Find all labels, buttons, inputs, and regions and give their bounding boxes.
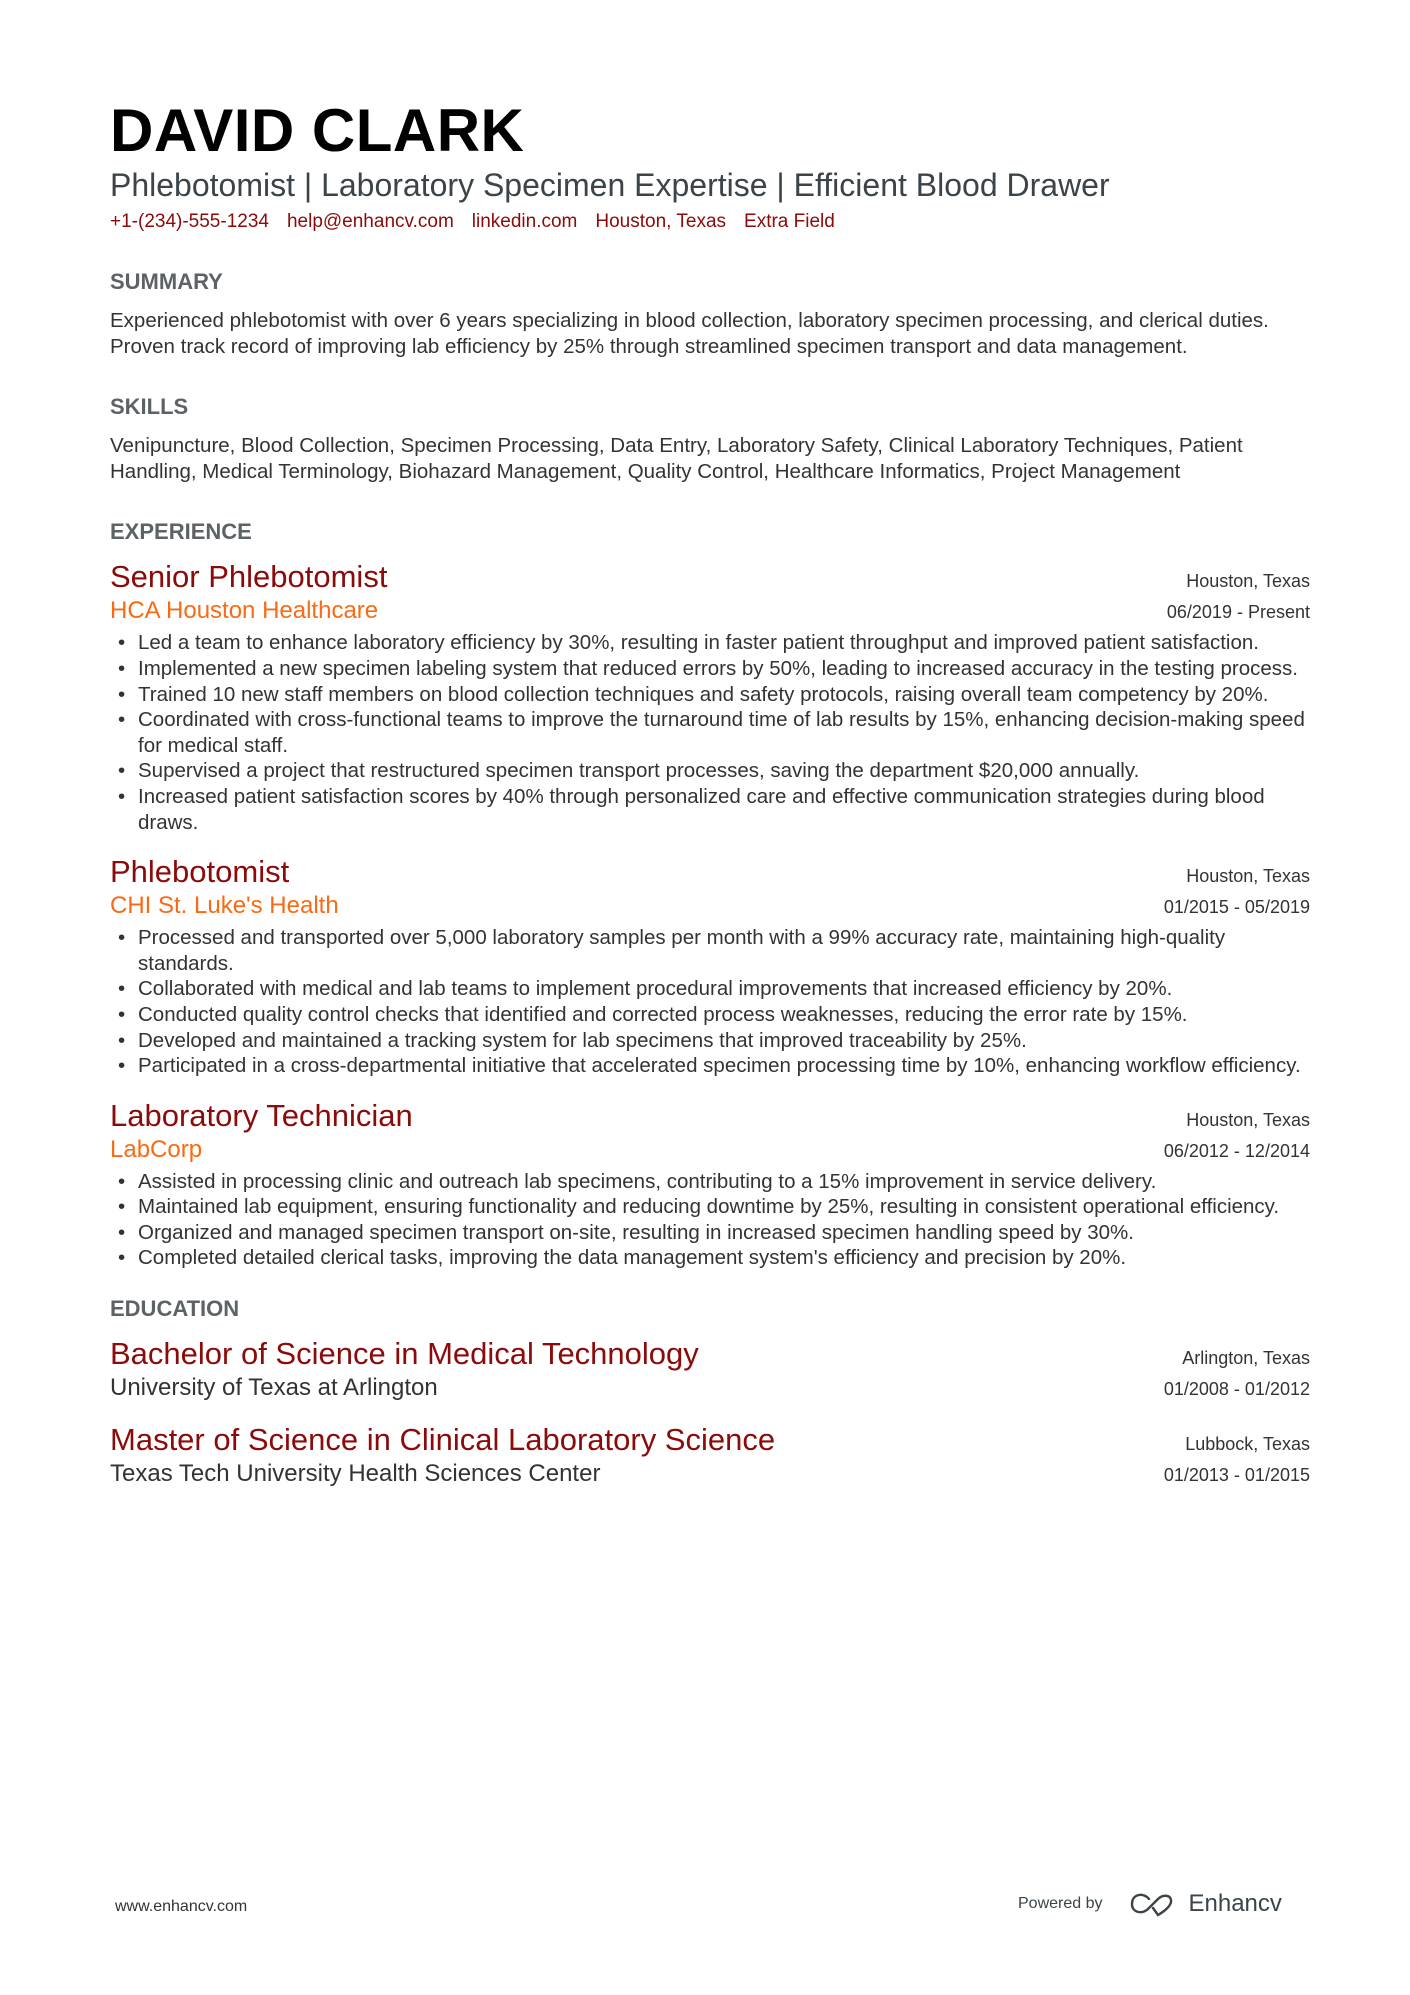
section-title: SKILLS xyxy=(110,394,189,420)
job-entry xyxy=(110,1097,1310,1271)
enhancv-logo-icon xyxy=(1129,1891,1175,1917)
section-title: EXPERIENCE xyxy=(110,519,252,545)
enhancv-logo xyxy=(1129,1890,1282,1918)
candidate-name: DAVID CLARK xyxy=(110,97,525,164)
edu-location: Arlington, Texas xyxy=(1182,1348,1310,1369)
company-name: LabCorp xyxy=(110,1135,203,1163)
resume xyxy=(110,98,1310,1507)
company-name: CHI St. Luke's Health xyxy=(110,892,339,920)
job-title: Phlebotomist xyxy=(110,854,290,890)
brand-name: Enhancv xyxy=(1188,1890,1282,1917)
summary-section xyxy=(110,268,1310,359)
location: Houston, Texas xyxy=(595,211,727,232)
extra-field: Extra Field xyxy=(744,211,835,232)
education-section xyxy=(110,1295,1310,1489)
bullet-item: • Assisted in processing clinic and outreach lab specimens, contributing to a 15% improvement in service delivery. xyxy=(110,1169,1310,1195)
bullet-list xyxy=(110,1169,1310,1271)
section-title: EDUCATION xyxy=(110,1296,240,1322)
bullet-item: • Developed and maintained a tracking system for lab specimens that improved traceability by 25%. xyxy=(110,1028,1310,1054)
education-entry xyxy=(110,1421,1310,1489)
institution: University of Texas at Arlington xyxy=(110,1374,438,1402)
summary-text: Experienced phlebotomist with over 6 years specializing in blood collection, laboratory specimen processing, and clerical duties. Proven track record of improving lab efficiency by 25% through streamlined specimen transport and data management. xyxy=(110,309,1269,358)
bullet-item: • Maintained lab equipment, ensuring functionality and reducing downtime by 25%, resulting in consistent operational efficiency. xyxy=(110,1194,1310,1220)
education-entry xyxy=(110,1335,1310,1403)
job-title: Laboratory Technician xyxy=(110,1097,413,1133)
bullet-item: • Collaborated with medical and lab teams to implement procedural improvements that increased efficiency by 20%. xyxy=(110,976,1310,1002)
bullet-item: • Coordinated with cross-functional teams to improve the turnaround time of lab results by 15%, enhancing decision-making speed for medical staff. xyxy=(110,707,1310,758)
edu-location: Lubbock, Texas xyxy=(1185,1434,1310,1455)
bullet-item: • Participated in a cross-departmental initiative that accelerated specimen processing time by 10%, enhancing workflow efficiency. xyxy=(110,1053,1310,1079)
bullet-list xyxy=(110,630,1310,835)
powered-by xyxy=(1018,1890,1282,1918)
bullet-item: • Organized and managed specimen transport on-site, resulting in increased specimen handling speed by 30%. xyxy=(110,1220,1310,1246)
skills-text: Venipuncture, Blood Collection, Specimen Processing, Data Entry, Laboratory Safety, Clinical Laboratory Techniques, Patient Handling, Medical Terminology, Biohazard Management, Quality Control, Healthcare Informatics, Project Management xyxy=(110,434,1243,483)
bullet-item: • Supervised a project that restructured specimen transport processes, saving the department $20,000 annually. xyxy=(110,758,1310,784)
email-link[interactable]: help@enhancv.com xyxy=(286,211,454,232)
bullet-item: • Conducted quality control checks that identified and corrected process weaknesses, reducing the error rate by 15%. xyxy=(110,1002,1310,1028)
bullet-item: • Processed and transported over 5,000 laboratory samples per month with a 99% accuracy rate, maintaining high-quality standards. xyxy=(110,925,1310,976)
linkedin-link[interactable]: linkedin.com xyxy=(471,211,578,232)
skills-section xyxy=(110,393,1310,484)
bullet-item: • Trained 10 new staff members on blood collection techniques and safety protocols, raising overall team competency by 20%. xyxy=(110,682,1310,708)
job-entry xyxy=(110,558,1310,835)
bullet-list xyxy=(110,925,1310,1079)
job-dates: 06/2019 - Present xyxy=(1166,602,1310,623)
job-entry xyxy=(110,853,1310,1079)
job-location: Houston, Texas xyxy=(1186,571,1310,592)
bullet-item: • Completed detailed clerical tasks, improving the data management system's efficiency and precision by 20%. xyxy=(110,1245,1310,1271)
degree: Bachelor of Science in Medical Technology xyxy=(110,1336,699,1372)
job-location: Houston, Texas xyxy=(1186,1109,1310,1130)
degree: Master of Science in Clinical Laboratory Science xyxy=(110,1422,776,1458)
website-link[interactable]: www.enhancv.com xyxy=(115,1898,248,1915)
bullet-item: • Led a team to enhance laboratory efficiency by 30%, resulting in faster patient throughput and improved patient satisfaction. xyxy=(110,630,1310,656)
section-title: SUMMARY xyxy=(110,269,223,294)
bullet-item: • Increased patient satisfaction scores by 40% through personalized care and effective communication strategies during blood draws. xyxy=(110,784,1310,835)
job-dates: 01/2015 - 05/2019 xyxy=(1163,897,1310,918)
powered-by-label: Powered by xyxy=(1018,1895,1103,1912)
job-title: Senior Phlebotomist xyxy=(110,559,388,595)
edu-dates: 01/2013 - 01/2015 xyxy=(1163,1465,1310,1486)
headline: Phlebotomist | Laboratory Specimen Expertise | Efficient Blood Drawer xyxy=(110,167,1110,203)
job-dates: 06/2012 - 12/2014 xyxy=(1163,1140,1310,1161)
bullet-item: • Implemented a new specimen labeling system that reduced errors by 50%, leading to increased accuracy in the testing process. xyxy=(110,656,1310,682)
institution: Texas Tech University Health Sciences Center xyxy=(110,1460,601,1488)
contact-list xyxy=(110,210,1310,234)
edu-dates: 01/2008 - 01/2012 xyxy=(1163,1379,1310,1400)
experience-section xyxy=(110,518,1310,1271)
job-location: Houston, Texas xyxy=(1186,866,1310,887)
phone-link[interactable]: +1-(234)-555-1234 xyxy=(110,211,269,232)
company-name: HCA Houston Healthcare xyxy=(110,597,379,625)
